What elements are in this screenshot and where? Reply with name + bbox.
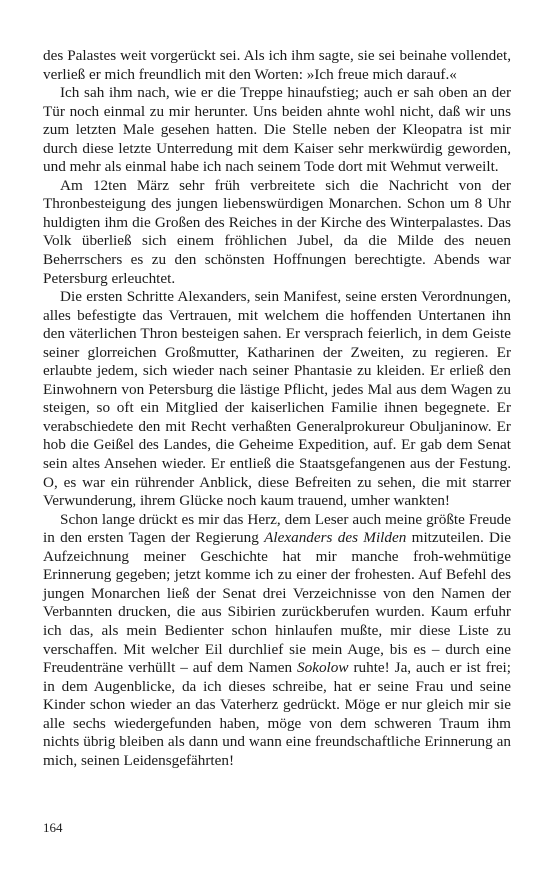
text-run: ruhte! Ja, auch er ist frei; in dem Augenblicke, da ich dieses schreibe, hat er seine Frau und seine Kinder schon wieder an das Vaterherz gedrückt. Möge er nur gleich mir sie alle sechs wiedergefunden haben, möge von dem schweren Traum ihm nichts übrig bleiben als dann und wann eine freundschaftliche Erinnerung an mich, seinen Leidensgefährten! <box>43 659 511 769</box>
text-run: Am 12ten März sehr früh verbreitete sich die Nachricht von der Thronbesteigung des jungen liebenswürdigen Monarchen. Schon um 8 Uhr huldigten ihm die Großen des Reiches in der Kirche des Winterpalastes. Das Volk überließ sich einem fröhlichen Jubel, da die Milde des neuen Beherrschers es zu den schönsten Hoffnungen berechtigte. Abends war Petersburg erleuchtet. <box>43 176 511 287</box>
paragraph <box>43 84 511 177</box>
italic-phrase: Alexanders des Milden <box>264 529 407 547</box>
page-number: 164 <box>43 820 63 835</box>
italic-phrase: Sokolow <box>297 659 349 677</box>
text-run: Ich sah ihm nach, wie er die Treppe hinaufstieg; auch er sah oben an der Tür noch einmal zu mir herunter. Uns beiden ahnte wohl nicht, daß wir uns zum letzten Male gesehen hatten. Die Stelle neben der Kleopatra ist mir durch diese letzte Unterredung mit dem Kaiser sehr merkwürdig geworden, und mehr als einmal habe ich nach seinem Tode dort mit Wehmut verweilt. <box>43 84 511 176</box>
paragraph <box>43 511 511 771</box>
paragraph <box>43 288 511 511</box>
paragraph <box>43 47 511 84</box>
text-run: Die ersten Schritte Alexanders, sein Manifest, seine ersten Verordnungen, alles befestigte das Vertrauen, mit welchem die hoffenden Untertanen ihn den väterlichen Thron besteigen sahen. Er versprach feierlich, in dem Geiste seiner glorreichen Großmutter, Katharinen der Zweiten, zu regieren. Er erlaubte jedem, sich wieder nach seiner Phantasie zu kleiden. Er erließ den Einwohnern von Petersburg die lästige Pflicht, jedes Mal aus dem Wagen zu steigen, so oft ein Mitglied der kaiserlichen Familie ihnen begegnete. Er verabschiedete den mit Recht verhaßten Generalprokureur Obuljaninow. Er hob die Geißel des Landes, die Geheime Expedition, auf. Er gab dem Senat sein altes Ansehen wieder. Er entließ die Staatsgefangenen aus der Festung. O, es war ein rührender Anblick, diese Befreiten zu sehen, die mit starrer Verwunderung, ihrem Glücke noch kaum trauend, umher wankten! <box>43 288 511 510</box>
text-run: Schon lange drückt es mir das Herz, dem Leser auch meine größte Freude in den ersten Tagen der Regierung <box>43 510 511 547</box>
text-run: mitzuteilen. Die Aufzeichnung meiner Geschichte hat mir manche froh-wehmütige Erinnerung gegeben; jetzt komme ich zu einer der frohesten. Auf Befehl des jungen Monarchen ließ der Senat drei Verzeichnisse von den Namen der Verbannten drucken, die aus Sibirien zurückberufen wurden. Kaum erfuhr ich das, als mein Bedienter schon hinlaufen mußte, mir diese Liste zu verschaffen. Mit welcher Eil durchlief sie mein Auge, bis es – durch eine Freudenträne verhüllt – auf dem Namen <box>43 529 511 677</box>
paragraph <box>43 177 511 288</box>
page-text <box>43 47 511 770</box>
text-run: des Palastes weit vorgerückt sei. Als ich ihm sagte, sie sei beinahe vollendet, verließ er mich freundlich mit den Worten: »Ich freue mich darauf.« <box>43 47 511 83</box>
